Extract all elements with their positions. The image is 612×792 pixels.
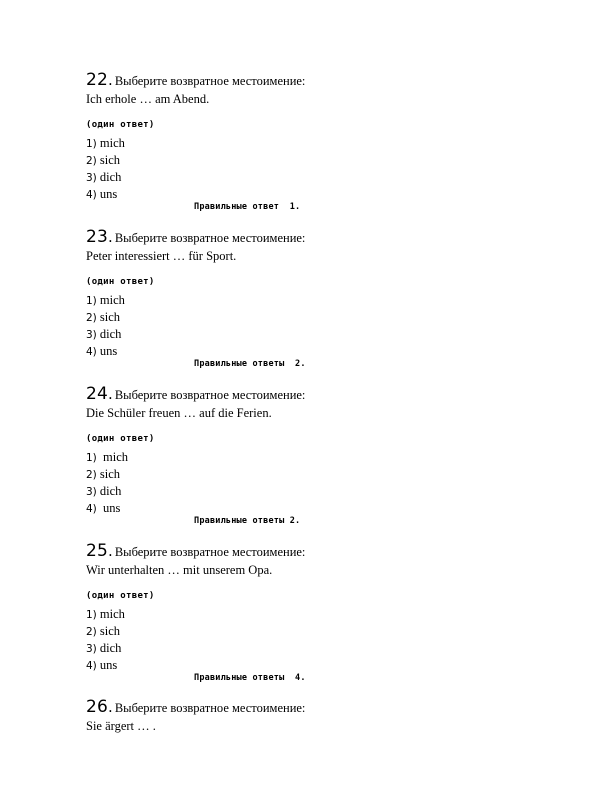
- option-text: uns: [96, 344, 118, 358]
- correct-answer: Правильные ответы 2.: [194, 359, 306, 369]
- option-number: 3): [86, 329, 97, 341]
- question-sentence: Die Schüler freuen … auf die Ferien.: [86, 406, 272, 420]
- question-number-dot: .: [108, 542, 113, 560]
- question-sentence: Sie ärgert … .: [86, 719, 156, 733]
- question-header: [86, 227, 526, 249]
- question-sentence: Wir unterhalten … mit unserem Opa.: [86, 563, 273, 577]
- option-text: uns: [96, 658, 118, 672]
- option-number: 1): [86, 609, 97, 621]
- option-4: [86, 656, 526, 673]
- question-header: [86, 541, 526, 563]
- option-text: mich: [96, 293, 125, 307]
- option-number: 4): [86, 660, 97, 672]
- option-number: 2): [86, 312, 97, 324]
- option-number: 2): [86, 155, 97, 167]
- question-23: [86, 227, 526, 373]
- option-1: [86, 605, 526, 622]
- option-text: mich: [96, 450, 129, 464]
- option-2: [86, 151, 526, 168]
- option-number: 2): [86, 469, 97, 481]
- option-2: [86, 622, 526, 639]
- option-number: 1): [86, 452, 97, 464]
- option-text: dich: [96, 327, 122, 341]
- question-sentence: Peter interessiert … für Sport.: [86, 249, 237, 263]
- question-25: [86, 541, 526, 687]
- question-number-dot: .: [108, 698, 113, 716]
- question-number: 24: [86, 384, 109, 404]
- option-1: [86, 291, 526, 308]
- option-text: mich: [96, 136, 125, 150]
- option-4: [86, 342, 526, 359]
- option-2: [86, 465, 526, 482]
- option-text: sich: [96, 153, 121, 167]
- option-number: 3): [86, 486, 97, 498]
- option-number: 3): [86, 172, 97, 184]
- option-number: 1): [86, 295, 97, 307]
- option-1: [86, 134, 526, 151]
- option-text: uns: [96, 501, 121, 515]
- option-text: sich: [96, 310, 121, 324]
- option-number: 1): [86, 138, 97, 150]
- answer-type-hint: (один ответ): [86, 434, 155, 444]
- option-3: [86, 639, 526, 656]
- option-number: 4): [86, 503, 97, 515]
- question-prompt: Выберите возвратное местоимение:: [114, 388, 306, 402]
- correct-answer: Правильные ответ 1.: [194, 202, 301, 212]
- option-number: 2): [86, 626, 97, 638]
- option-4: [86, 185, 526, 202]
- question-26: [86, 697, 526, 736]
- option-4: [86, 499, 526, 516]
- question-header: [86, 70, 526, 92]
- question-prompt: Выберите возвратное местоимение:: [114, 701, 306, 715]
- question-header: [86, 384, 526, 406]
- answer-type-hint: (один ответ): [86, 277, 155, 287]
- option-text: dich: [96, 170, 122, 184]
- option-text: uns: [96, 187, 118, 201]
- correct-answer: Правильные ответы 4.: [194, 673, 306, 683]
- option-text: sich: [96, 624, 121, 638]
- question-prompt: Выберите возвратное местоимение:: [114, 545, 306, 559]
- question-prompt: Выберите возвратное местоимение:: [114, 231, 306, 245]
- option-3: [86, 482, 526, 499]
- option-text: mich: [96, 607, 125, 621]
- question-header: [86, 697, 526, 719]
- question-number-dot: .: [108, 71, 113, 89]
- option-text: dich: [96, 484, 122, 498]
- correct-answer: Правильные ответы 2.: [194, 516, 301, 526]
- question-number: 25: [86, 541, 109, 561]
- question-24: [86, 384, 526, 530]
- question-22: [86, 70, 526, 216]
- answer-type-hint: (один ответ): [86, 120, 155, 130]
- option-number: 4): [86, 189, 97, 201]
- question-sentence: Ich erhole … am Abend.: [86, 92, 210, 106]
- option-text: dich: [96, 641, 122, 655]
- option-number: 3): [86, 643, 97, 655]
- answer-type-hint: (один ответ): [86, 591, 155, 601]
- option-2: [86, 308, 526, 325]
- option-3: [86, 168, 526, 185]
- question-number: 26: [86, 697, 109, 717]
- option-number: 4): [86, 346, 97, 358]
- question-number: 22: [86, 70, 109, 90]
- question-prompt: Выберите возвратное местоимение:: [114, 74, 306, 88]
- option-1: [86, 448, 526, 465]
- question-number-dot: .: [108, 385, 113, 403]
- option-3: [86, 325, 526, 342]
- question-number: 23: [86, 227, 109, 247]
- question-number-dot: .: [108, 228, 113, 246]
- option-text: sich: [96, 467, 121, 481]
